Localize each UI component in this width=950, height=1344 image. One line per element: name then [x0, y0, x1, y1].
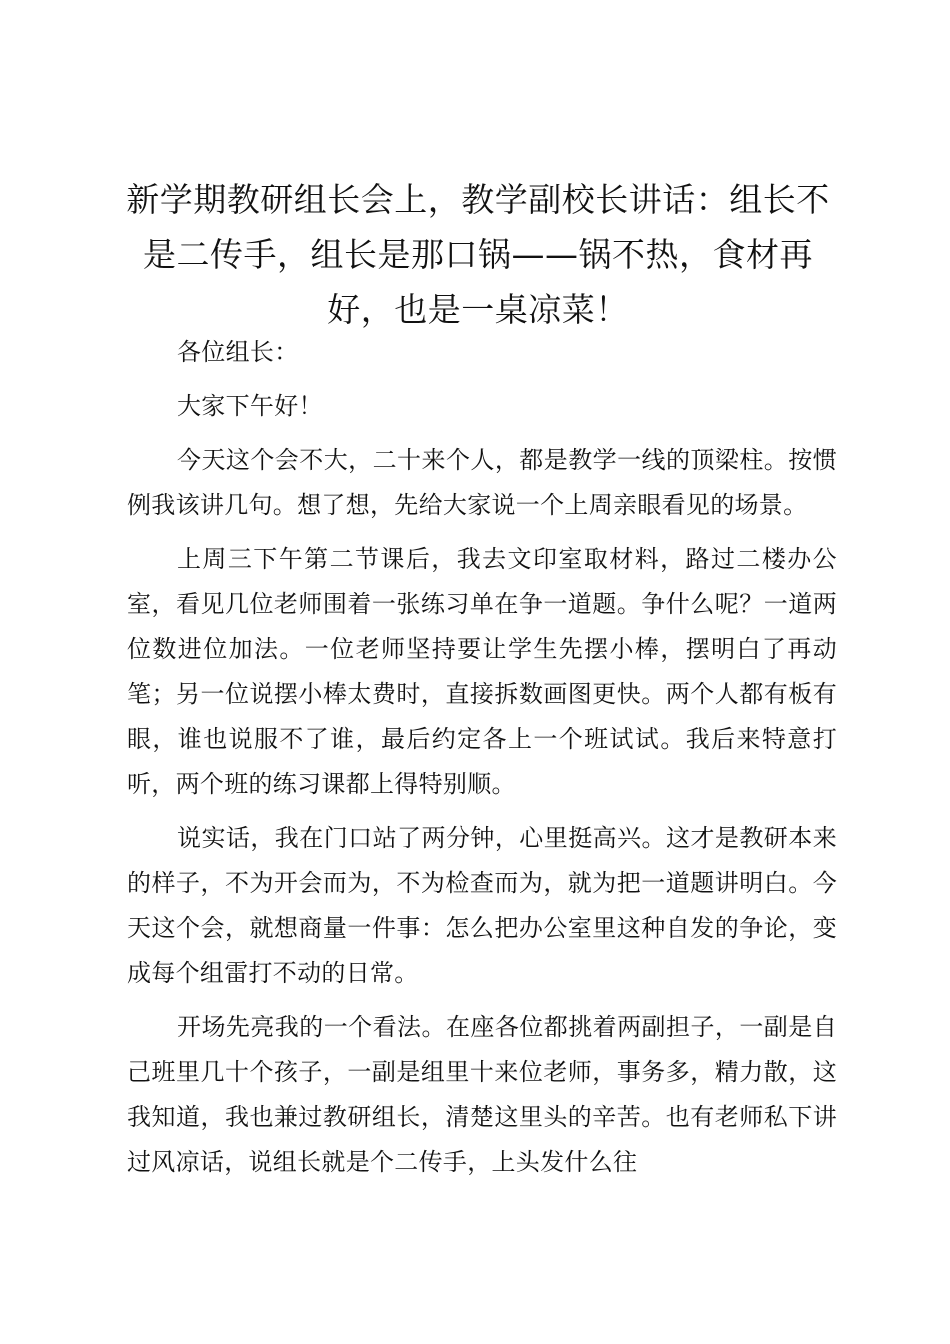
document-body [127, 330, 837, 1194]
paragraph: 说实话，我在门口站了两分钟，心里挺高兴。这才是教研本来的样子，不为开会而为，不为检查而为，就为把一道题讲明白。今天这个会，就想商量一件事：怎么把办公室里这种自发的争论，变成每个组雷打不动的日常。 [127, 824, 837, 987]
salutation: 各位组长： [177, 338, 299, 366]
paragraph: 开场先亮我的一个看法。在座各位都挑着两副担子，一副是自己班里几十个孩子，一副是组里十来位老师，事务多，精力散，这我知道，我也兼过教研组长，清楚这里头的辛苦。也有老师私下讲过风凉话，说组长就是个二传手，上头发什么往 [127, 1013, 837, 1176]
greeting: 大家下午好！ [177, 392, 323, 420]
paragraph: 上周三下午第二节课后，我去文印室取材料，路过二楼办公室，看见几位老师围着一张练习单在争一道题。争什么呢？一道两位数进位加法。一位老师坚持要让学生先摆小棒，摆明白了再动笔；另一位说摆小棒太费时，直接拆数画图更快。两个人都有板有眼，谁也说服不了谁，最后约定各上一个班试试。我后来特意打听，两个班的练习课都上得特别顺。 [127, 545, 837, 798]
document-title: 新学期教研组长会上，教学副校长讲话：组长不是二传手，组长是那口锅——锅不热，食材再好，也是一桌凉菜！ [126, 180, 830, 329]
paragraph: 今天这个会不大，二十来个人，都是教学一线的顶梁柱。按惯例我该讲几句。想了想，先给大家说一个上周亲眼看见的场景。 [127, 446, 837, 519]
